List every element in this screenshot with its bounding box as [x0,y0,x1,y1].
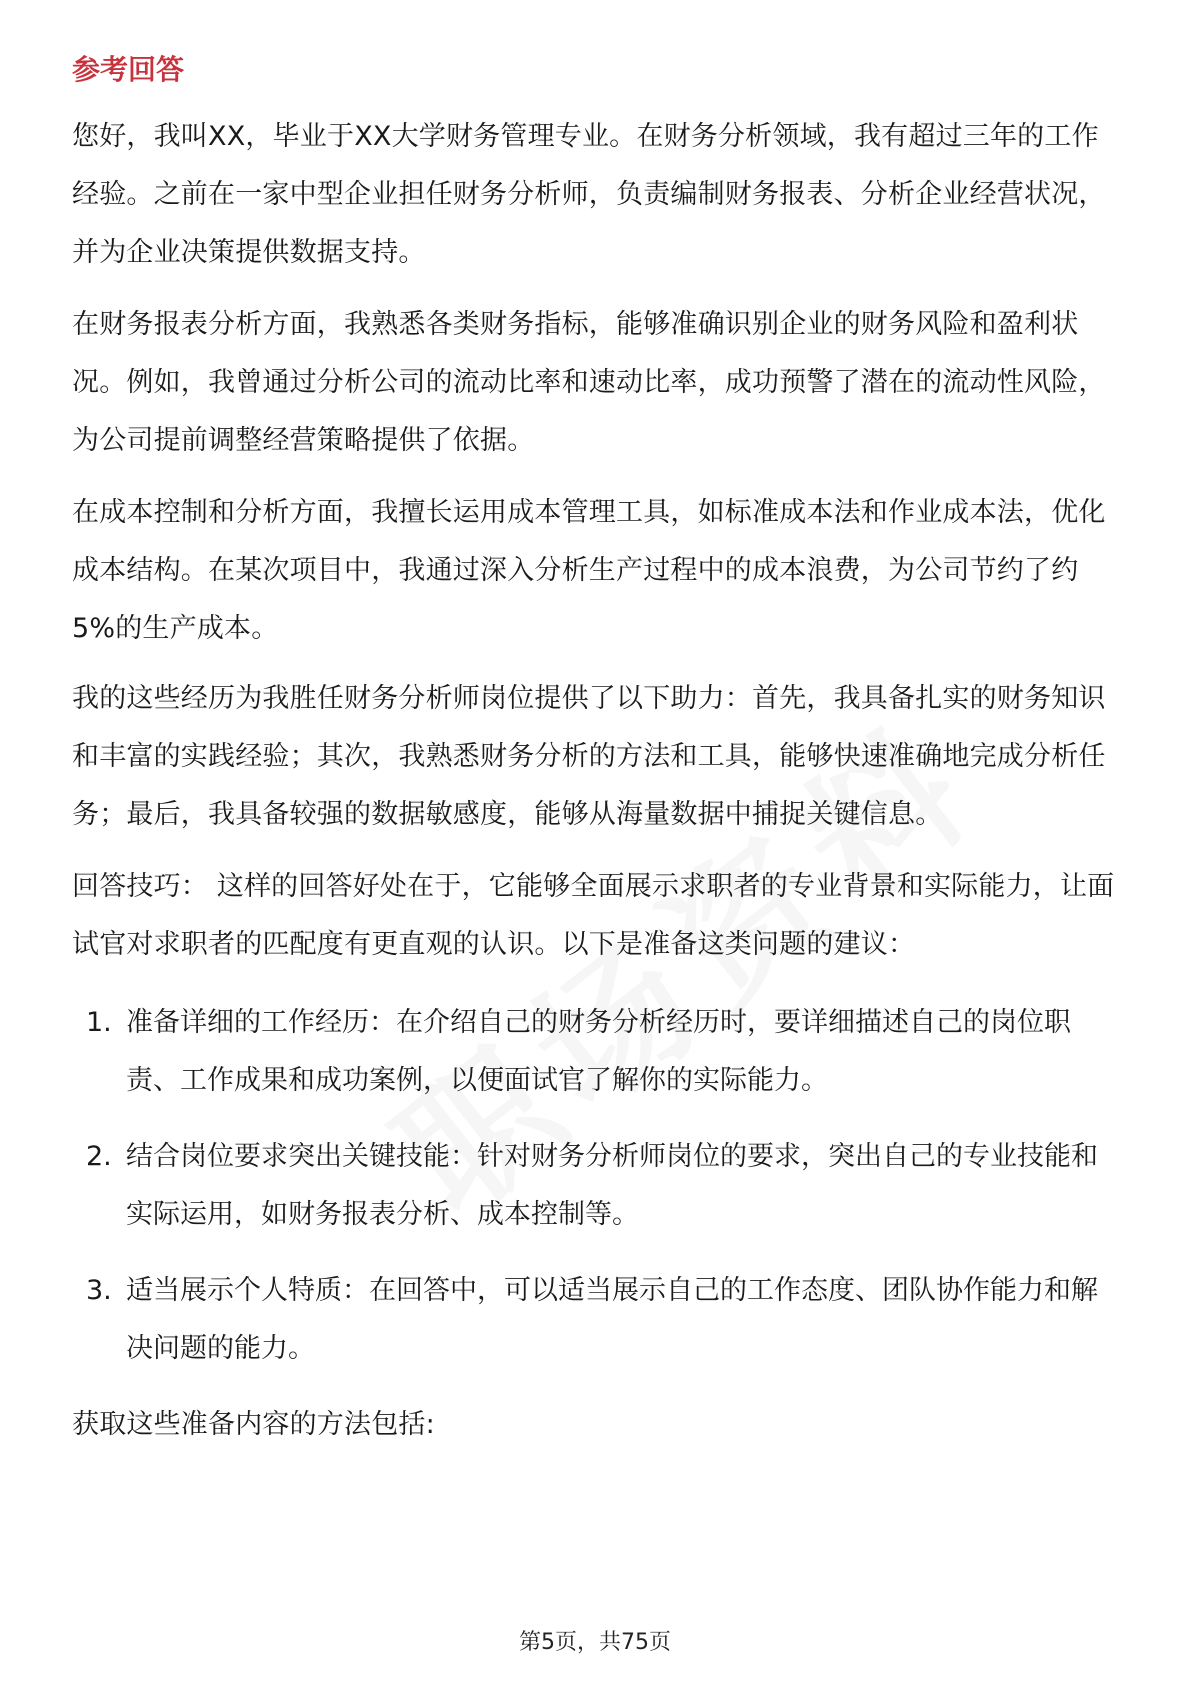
page-footer: 第5页，共75页 [519,1630,671,1655]
list-item [72,994,1118,1110]
list-text: 准备详细的工作经历：在介绍自己的财务分析经历时，要详细描述自己的岗位职责、工作成果和成功案例，以便面试官了解你的实际能力。 [126,1007,1071,1096]
paragraph-answer-tips: 回答技巧： 这样的回答好处在于，它能够全面展示求职者的专业背景和实际能力，让面试官对求职者的匹配度有更直观的认识。以下是准备这类问题的建议： [72,871,1115,960]
list-item [72,1262,1118,1378]
list-item [72,1128,1118,1244]
list-number: 2. [86,1141,112,1172]
list-text: 结合岗位要求突出关键技能：针对财务分析师岗位的要求，突出自己的专业技能和实际运用，如财务报表分析、成本控制等。 [126,1141,1098,1230]
list-number: 1. [86,1007,112,1038]
paragraph-closing: 获取这些准备内容的方法包括: [72,1409,435,1440]
section-heading: 参考回答 [72,53,185,86]
paragraph-cost-control: 在成本控制和分析方面，我擅长运用成本管理工具，如标准成本法和作业成本法，优化成本结构。在某次项目中，我通过深入分析生产过程中的成本浪费，为公司节约了约5%的生产成本。 [72,497,1106,644]
paragraph-intro: 您好，我叫XX，毕业于XX大学财务管理专业。在财务分析领域，我有超过三年的工作经验。之前在一家中型企业担任财务分析师，负责编制财务报表、分析企业经营状况，并为企业决策提供数据支持。 [72,121,1106,268]
paragraph-strengths: 我的这些经历为我胜任财务分析师岗位提供了以下助力：首先，我具备扎实的财务知识和丰富的实践经验；其次，我熟悉财务分析的方法和工具，能够快速准确地完成分析任务；最后，我具备较强的数据敏感度，能够从海量数据中捕捉关键信息。 [72,683,1106,830]
list-number: 3. [86,1275,112,1306]
paragraph-financial-analysis: 在财务报表分析方面，我熟悉各类财务指标，能够准确识别企业的财务风险和盈利状况。例如，我曾通过分析公司的流动比率和速动比率，成功预警了潜在的流动性风险，为公司提前调整经营策略提供了依据。 [72,309,1106,456]
list-text: 适当展示个人特质：在回答中，可以适当展示自己的工作态度、团队协作能力和解决问题的能力。 [126,1275,1098,1364]
